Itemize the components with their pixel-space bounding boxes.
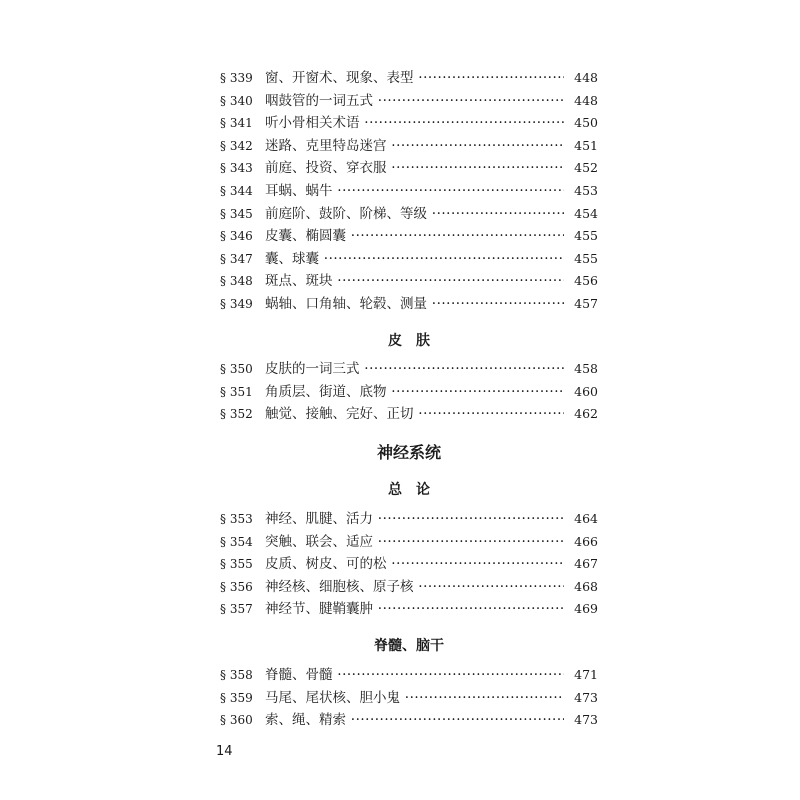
entry-page: 451 (568, 135, 598, 158)
toc-entry[interactable] (220, 67, 598, 90)
entry-title: 蜗轴、口角轴、轮毂、测量 ····· (265, 293, 564, 316)
entry-title: 索、绳、精索 ····· (265, 709, 564, 732)
page-number: 14 (216, 744, 233, 759)
toc-entry[interactable] (220, 553, 598, 576)
toc-entry[interactable] (220, 381, 598, 404)
toc-entry[interactable] (220, 358, 598, 381)
entry-number: § 341 (220, 116, 253, 131)
entry-number: § 352 (220, 407, 253, 422)
entry-page: 458 (568, 358, 598, 381)
section-heading-spinal-cord: 脊髓、脑干 (374, 638, 444, 654)
entry-number: § 350 (220, 362, 253, 376)
toc-entry[interactable] (220, 180, 598, 203)
entry-title: 斑点、斑块 ····· (265, 270, 564, 293)
section-heading-skin: 皮 肤 (388, 333, 430, 349)
entry-number: § 347 (220, 251, 253, 266)
toc-entry[interactable] (220, 270, 598, 293)
entry-number: § 353 (220, 512, 253, 526)
entry-title: 脊髓、骨髓 ····· (265, 664, 564, 687)
entry-number: § 343 (220, 161, 253, 176)
entry-number: § 348 (220, 274, 253, 289)
entry-page: 473 (568, 709, 598, 732)
toc-entry[interactable] (220, 709, 598, 732)
entry-number: § 351 (220, 384, 253, 399)
entry-title: 触觉、接触、完好、正切 ····· (265, 403, 564, 426)
entry-number: § 344 (220, 183, 253, 198)
toc-entry[interactable] (220, 90, 598, 113)
entry-page: 452 (568, 157, 598, 180)
toc-entry[interactable] (220, 508, 598, 531)
toc-section-spinal-cord (220, 664, 598, 732)
toc-entry[interactable] (220, 203, 598, 226)
entry-number: § 339 (220, 71, 253, 85)
entry-title: 神经节、腱鞘囊肿 ····· (265, 598, 564, 621)
entry-page: 460 (568, 381, 598, 404)
entry-number: § 346 (220, 229, 253, 244)
entry-title: 皮囊、椭圆囊 ····· (265, 225, 564, 248)
entry-number: § 358 (220, 668, 253, 682)
entry-page: 455 (568, 248, 598, 271)
entry-title: 角质层、街道、底物 ····· (265, 381, 564, 404)
toc-entry[interactable] (220, 531, 598, 554)
entry-page: 448 (568, 90, 598, 113)
entry-number: § 355 (220, 557, 253, 572)
entry-title: 前庭阶、鼓阶、阶梯、等级 ····· (265, 203, 564, 226)
entry-page: 466 (568, 531, 598, 554)
entry-number: § 356 (220, 579, 253, 594)
toc-entry[interactable] (220, 403, 598, 426)
toc-entry[interactable] (220, 598, 598, 621)
entry-page: 462 (568, 403, 598, 426)
entry-page: 454 (568, 203, 598, 226)
entry-title: 耳蜗、蜗牛 ····· (265, 180, 564, 203)
entry-number: § 354 (220, 534, 253, 549)
entry-page: 453 (568, 180, 598, 203)
entry-title: 马尾、尾状核、胆小鬼 ····· (265, 687, 564, 710)
part-title: 神经系统 (376, 443, 441, 462)
toc-entry[interactable] (220, 687, 598, 710)
section-heading-general: 总 论 (388, 482, 430, 498)
entry-title: 突触、联会、适应 ····· (265, 531, 564, 554)
entry-title: 听小骨相关术语 ····· (265, 112, 564, 135)
entry-number: § 359 (220, 690, 253, 705)
entry-title: 皮肤的一词三式 ····· (265, 358, 564, 381)
toc-entry[interactable] (220, 135, 598, 158)
entry-page: 456 (568, 270, 598, 293)
entry-page: 450 (568, 112, 598, 135)
entry-title: 神经核、细胞核、原子核 ····· (265, 576, 564, 599)
toc-entry[interactable] (220, 576, 598, 599)
entry-number: § 340 (220, 93, 253, 108)
entry-page: 469 (568, 598, 598, 621)
toc-entry[interactable] (220, 157, 598, 180)
entry-page: 471 (568, 664, 598, 687)
toc-entry[interactable] (220, 112, 598, 135)
entry-page: 464 (568, 508, 598, 531)
toc-section-general (220, 508, 598, 621)
toc-section-skin (220, 358, 598, 426)
entry-number: § 342 (220, 138, 253, 153)
entry-page: 455 (568, 225, 598, 248)
toc-entry[interactable] (220, 225, 598, 248)
entry-page: 473 (568, 687, 598, 710)
entry-page: 457 (568, 293, 598, 316)
entry-title: 皮质、树皮、可的松 ····· (265, 553, 564, 576)
entry-page: 448 (568, 67, 598, 90)
entry-number: § 345 (220, 206, 253, 221)
entry-title: 窗、开窗术、现象、表型 ····· (265, 67, 564, 90)
toc-entry[interactable] (220, 664, 598, 687)
entry-title: 前庭、投资、穿衣服 ····· (265, 157, 564, 180)
toc-entry[interactable] (220, 248, 598, 271)
entry-title: 神经、肌腱、活力 ····· (265, 508, 564, 531)
entry-title: 迷路、克里特岛迷宫 ····· (265, 135, 564, 158)
toc-section-ear (220, 67, 598, 316)
entry-page: 468 (568, 576, 598, 599)
entry-number: § 357 (220, 602, 253, 617)
entry-title: 咽鼓管的一词五式 ····· (265, 90, 564, 113)
entry-title: 囊、球囊 ····· (265, 248, 564, 271)
toc-entry[interactable] (220, 293, 598, 316)
entry-page: 467 (568, 553, 598, 576)
entry-number: § 349 (220, 296, 253, 311)
entry-number: § 360 (220, 713, 253, 728)
